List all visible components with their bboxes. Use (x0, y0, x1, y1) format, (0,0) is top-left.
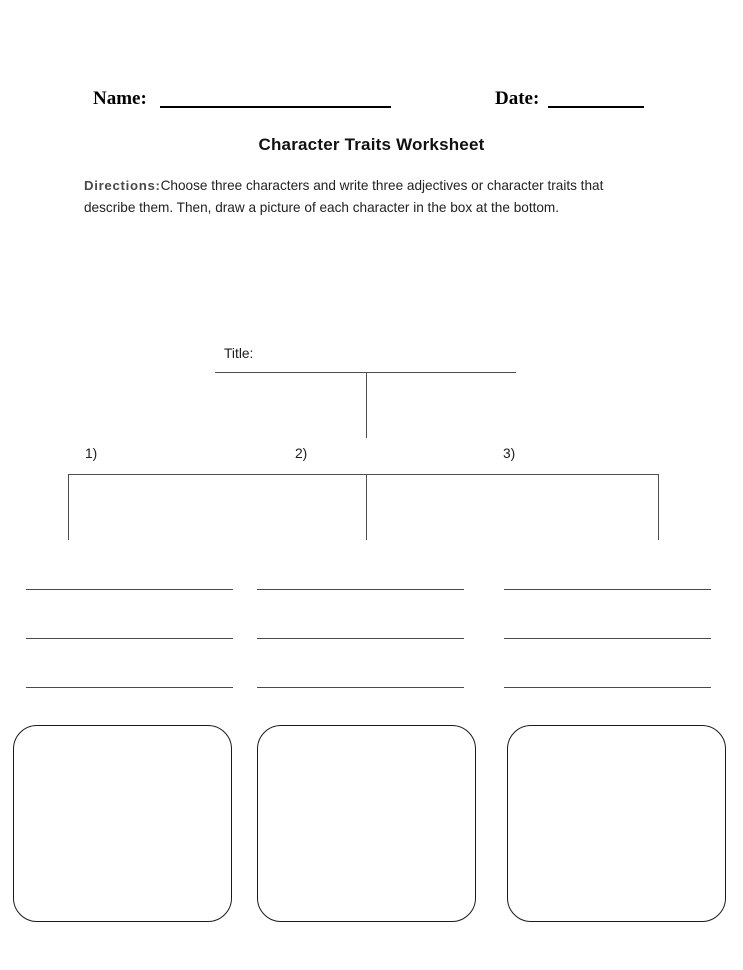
directions-block (84, 175, 648, 219)
directions-label: Directions: (84, 178, 161, 193)
diagram-branch-stem-center (366, 474, 367, 540)
branch-number-2: 2) (295, 446, 308, 461)
branch-number-3: 3) (503, 446, 516, 461)
drawing-box-1[interactable] (13, 725, 232, 922)
diagram-center-stem (366, 372, 367, 438)
drawing-box-2[interactable] (257, 725, 476, 922)
write-line-c2-r1[interactable] (257, 589, 464, 590)
date-write-rule[interactable] (548, 106, 644, 108)
directions-text: Choose three characters and write three adjectives or character traits that describe them. Then, draw a picture of each character in the box at the bottom. (84, 178, 604, 216)
diagram-title-label: Title: (224, 346, 254, 361)
write-line-c1-r3[interactable] (26, 687, 233, 688)
name-label: Name: (93, 88, 147, 109)
write-line-c1-r2[interactable] (26, 638, 233, 639)
write-line-c1-r1[interactable] (26, 589, 233, 590)
diagram-branch-stem-left (68, 474, 69, 540)
branch-number-1: 1) (85, 446, 98, 461)
write-line-c3-r3[interactable] (504, 687, 711, 688)
date-label: Date: (495, 88, 540, 109)
diagram-branch-stem-right (658, 474, 659, 540)
write-line-c3-r1[interactable] (504, 589, 711, 590)
write-line-c3-r2[interactable] (504, 638, 711, 639)
page-title: Character Traits Worksheet (258, 135, 485, 154)
name-write-rule[interactable] (160, 106, 391, 108)
write-line-c2-r3[interactable] (257, 687, 464, 688)
drawing-box-3[interactable] (507, 725, 726, 922)
write-line-c2-r2[interactable] (257, 638, 464, 639)
diagram-branch-rule (68, 474, 658, 475)
